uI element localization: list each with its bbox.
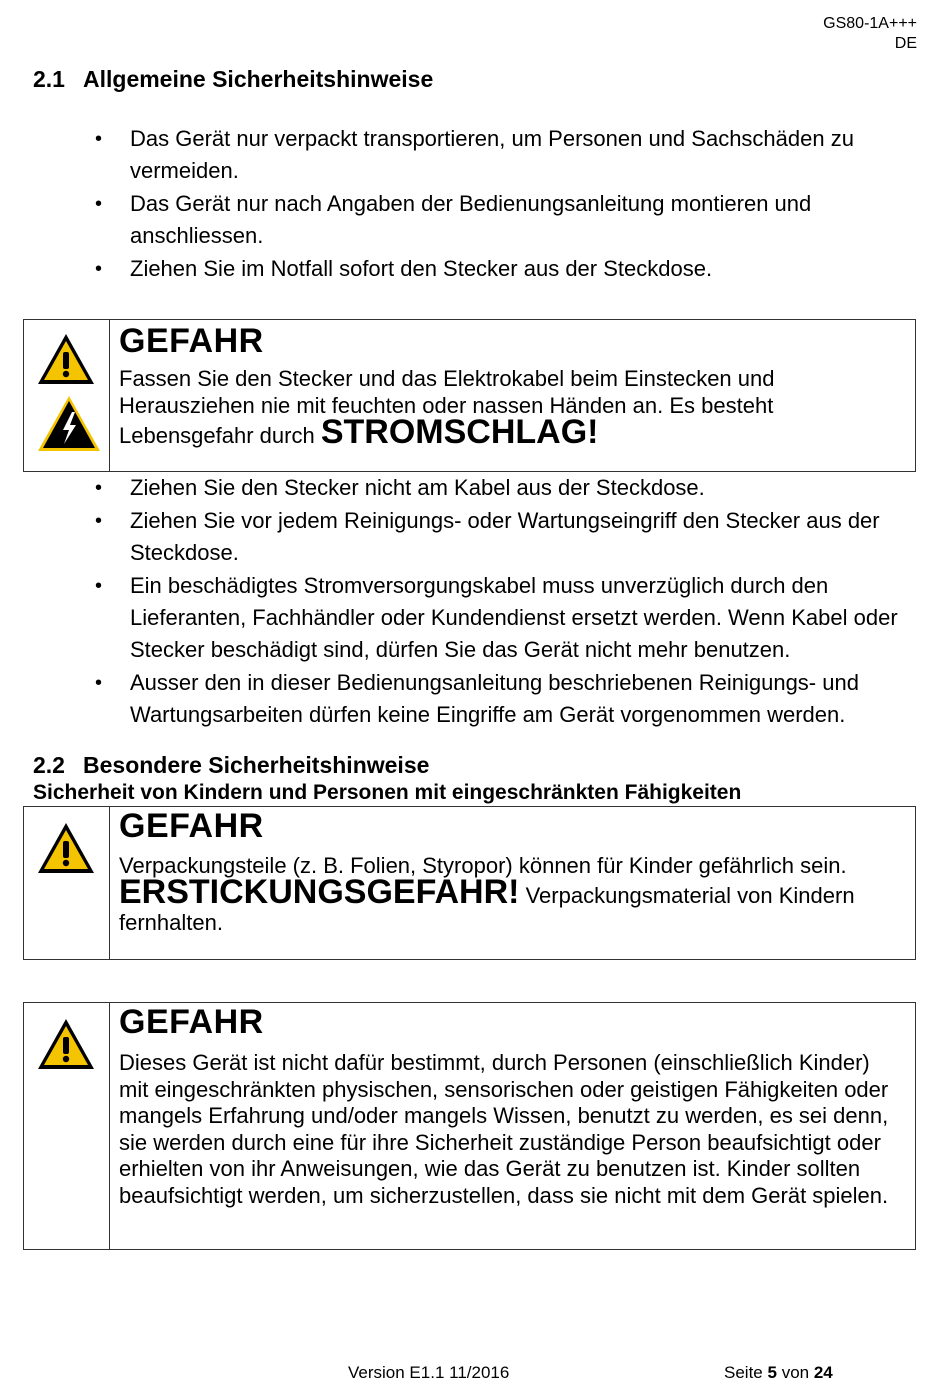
model-number: GS80-1A+++ (823, 15, 917, 32)
danger-text-body: Verpackungsmaterial von Kindern fernhalten. (119, 883, 855, 935)
danger-box-electric (23, 319, 916, 472)
bullet-list-bottom (95, 472, 915, 732)
high-voltage-icon (36, 394, 102, 454)
danger-text-body: Fassen Sie den Stecker und das Elektrokabel beim Einstecken und Herausziehen nie mit feuchten oder nassen Händen an. Es besteht Lebensgefahr durch (119, 366, 775, 448)
section-number: 2.2 (33, 752, 65, 778)
section-title: Besondere Sicherheitshinweise (83, 752, 430, 778)
list-item: • Ausser den in dieser Bedienungsanleitung beschriebenen Reinigungs- und Wartungsarbeiten dürfen keine Eingriffe am Gerät vorgenommen werden. (95, 667, 915, 731)
danger-box-suffocation (23, 806, 916, 960)
page-prefix: Seite (724, 1363, 763, 1382)
icon-column (24, 807, 110, 959)
danger-title: GEFAHR (119, 1003, 264, 1041)
footer-page-number (724, 1363, 833, 1383)
danger-emphasis: ERSTICKUNGSGEFAHR! (119, 873, 520, 911)
list-item: • Das Gerät nur nach Angaben der Bedienungsanleitung montieren und anschliessen. (95, 188, 915, 252)
warning-triangle-icon (36, 1017, 96, 1071)
list-item: • Ziehen Sie den Stecker nicht am Kabel aus der Steckdose. (95, 472, 915, 504)
list-item: • Ein beschädigtes Stromversorgungskabel muss unverzüglich durch den Lieferanten, Fachhändler oder Kundendienst ersetzt werden. Wenn Kabel oder Stecker beschädigt sind, dürfen Sie das Gerät nicht mehr benutzen. (95, 570, 915, 666)
page-total: 24 (813, 1363, 833, 1382)
section-heading-2-2 (33, 752, 429, 779)
icon-column (24, 320, 110, 471)
section-heading-2-1 (33, 66, 433, 93)
list-item: • Das Gerät nur verpackt transportieren, um Personen und Sachschäden zu vermeiden. (95, 123, 915, 187)
warning-triangle-icon (36, 821, 96, 875)
danger-text (119, 365, 905, 449)
warning-content (119, 1003, 905, 1209)
danger-text (119, 852, 905, 936)
danger-title: GEFAHR (119, 807, 264, 845)
warning-triangle-icon (36, 332, 96, 386)
section-title: Allgemeine Sicherheitshinweise (83, 66, 434, 92)
danger-emphasis: STROMSCHLAG! (320, 413, 599, 451)
document-header (823, 14, 917, 54)
page-current: 5 (767, 1363, 777, 1382)
danger-text-body: Verpackungsteile (z. B. Folien, Styropor) können für Kinder gefährlich sein. (119, 853, 847, 878)
list-item: • Ziehen Sie vor jedem Reinigungs- oder Wartungseingriff den Stecker aus der Steckdose. (95, 505, 915, 569)
warning-content (119, 320, 905, 449)
danger-title: GEFAHR (119, 322, 264, 360)
list-item: • Ziehen Sie im Notfall sofort den Stecker aus der Steckdose. (95, 253, 915, 285)
danger-text: Dieses Gerät ist nicht dafür bestimmt, durch Personen (einschließlich Kinder) mit eingeschränkten physischen, sensorischen oder geistigen Fähigkeiten oder mangels Erfahrung und/oder mangels Wissen, benutzt zu werden, es sei denn, sie werden durch eine für ihre Sicherheit zuständige Person beaufsichtigt oder erhielten von ihr Anweisungen, wie das Gerät zu benutzen ist. Kinder sollten beaufsichtigt werden, um sicherzustellen, dass sie nicht mit dem Gerät spielen. (119, 1050, 889, 1208)
bullet-list-top (95, 123, 915, 286)
footer-version: Version E1.1 11/2016 (348, 1363, 510, 1382)
warning-content (119, 807, 905, 936)
language-code: DE (894, 35, 917, 52)
danger-box-persons (23, 1002, 916, 1250)
section-subtitle: Sicherheit von Kindern und Personen mit eingeschränkten Fähigkeiten (33, 781, 742, 804)
section-number: 2.1 (33, 66, 65, 92)
page-separator: von (781, 1363, 810, 1382)
icon-column (24, 1003, 110, 1249)
